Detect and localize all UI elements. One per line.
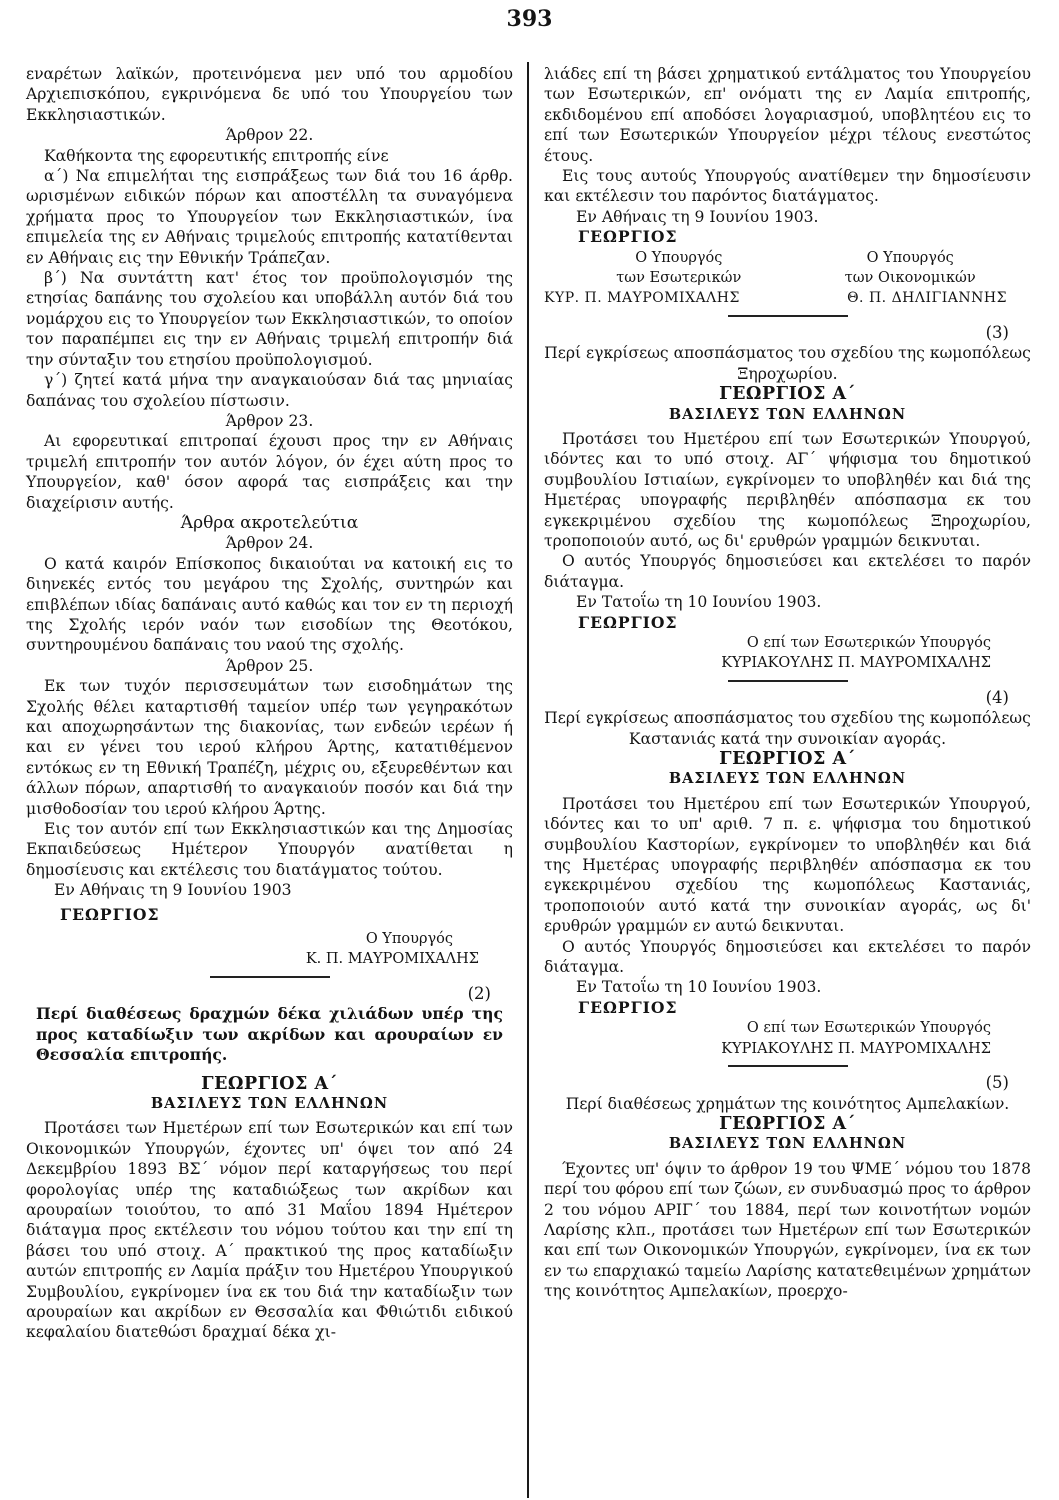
minister-finance-title: Ο Υπουργός	[866, 249, 954, 266]
article-24-text: Ο κατά καιρόν Επίσκοπος δικαιούται να κατοική εις το διηνεκές εντός του μεγάρου της Σχολής, συντηρών και επιβλέπων ιδίας δαπάναις αυτό καθώς και τον εν τη περιοχή της Σχολής ιερόν ναόν των εισοδίων της Θεοτόκου, συντηρουμένου δαπάναις του ναού της σχολής.	[26, 554, 513, 655]
decree-4-number: (4)	[985, 687, 1009, 707]
article-22-item-b: β΄) Να συντάττη κατ' έτος τον προϋπολογισμόν της ετησίας δαπάνης του σχολείου και υποβάλλη αυτόν διά του νομάρχου εις το Υπουργείον των Εκκλησιαστικών, το οποίον τον παραπέμπει εις την εν Αθήναις τριμελή επιτροπήν διά την σύνταξιν του ετησίου προϋπολογισμού.	[26, 269, 513, 369]
decree-3-number: (3)	[985, 322, 1009, 342]
decree-3-date: Εν Τατοΐω τη 10 Ιουνίου 1903.	[576, 593, 822, 612]
decree-2-king: ΓΕΩΡΓΙΟΣ Α΄	[201, 1073, 338, 1094]
decree-2-king-signature: ΓΕΩΡΓΙΟΣ	[578, 227, 678, 247]
page-number: 393	[506, 6, 553, 32]
decree-2-date: Εν Αθήναις τη 9 Ιουνίου 1903.	[576, 207, 819, 226]
decree-2-closing: Εις τους αυτούς Υπουργούς ανατίθεμεν την δημοσίευσιν και εκτέλεσιν του παρόντος διατάγματος.	[544, 167, 1031, 206]
decree-5-subject: Περί διαθέσεως χρημάτων της κοινότητος Αμπελακίων.	[565, 1094, 1010, 1113]
right-column	[544, 64, 1031, 1302]
minister-title: Ο Υπουργός	[365, 931, 453, 948]
decree-4-minister-name: ΚΥΡΙΑΚΟΥΛΗΣ Π. ΜΑΥΡΟΜΙΧΑΛΗΣ	[721, 1040, 991, 1057]
minister-interior-title: Ο Υπουργός	[635, 249, 723, 266]
minister-interior-name: ΚΥΡ. Π. ΜΑΥΡΟΜΙΧΑΛΗΣ	[544, 290, 740, 307]
decree-4-date: Εν Τατοΐω τη 10 Ιουνίου 1903.	[576, 978, 822, 997]
minister-interior-dept: των Εσωτερικών	[616, 270, 742, 287]
decree-3-minister-title: Ο επί των Εσωτερικών Υπουργός	[746, 634, 991, 651]
king-signature: ΓΕΩΡΓΙΟΣ	[60, 904, 160, 924]
decree-5-king-subtitle: ΒΑΣΙΛΕΥΣ ΤΩΝ ΕΛΛΗΝΩΝ	[668, 1135, 907, 1153]
decree-5-number: (5)	[985, 1073, 1009, 1093]
closing-text: Εις τον αυτόν επί των Εκκλησιαστικών και της Δημοσίας Εκπαιδεύσεως Ημέτερον Υπουργόν ανατίθεται η δημοσίευσις και εκτέλεσις του διατάγματος τούτου.	[26, 820, 513, 879]
article-25-title: Άρθρον 25.	[225, 656, 314, 675]
decree-4-king: ΓΕΩΡΓΙΟΣ Α΄	[719, 749, 856, 769]
article-24-title: Άρθρον 24.	[225, 534, 314, 553]
decree-3-king-signature: ΓΕΩΡΓΙΟΣ	[578, 612, 678, 632]
minister-finance-name: Θ. Π. ΔΗΛΙΓΙΑΝΝΗΣ	[847, 290, 1007, 307]
article-22-lead: Καθήκοντα της εφορευτικής επιτροπής είνε	[44, 146, 389, 165]
ministers-signature-block	[544, 248, 1031, 289]
article-22-item-c: γ΄) ζητεί κατά μήνα την αναγκαιούσαν διά τας μηνιαίας δαπάνας του σχολείου πίστωσιν.	[26, 371, 513, 410]
decree-date: Εν Αθήναις τη 9 Ιουνίου 1903	[54, 881, 292, 900]
minister-finance-dept: των Οικονομικών	[844, 270, 976, 287]
column-divider	[527, 62, 529, 1498]
decree-5-text: Έχοντες υπ' όψιν το άρθρον 19 του ΨΜΕ΄ νόμου του 1878 περί του φόρου επί των ζώων, εν συνδυασμώ προς το άρθρον 2 του νόμου ΑΡΙΓ΄ του 1884, περί των κοινοτήτων νομών Λαρίσης κλπ., προτάσει των Ημετέρων επί των Εσωτερικών και επί των Οικονομικών Υπουργών, εγκρίνομεν, ίνα εκ των εν τω επαρχιακώ ταμείω Λαρίσης κατατεθειμένων χρημάτων της κοινότητος Αμπελακίων, προερχο-	[544, 1159, 1031, 1301]
decree-3-minister-name: ΚΥΡΙΑΚΟΥΛΗΣ Π. ΜΑΥΡΟΜΙΧΑΛΗΣ	[721, 655, 991, 672]
intro-text: εναρέτων λαϊκών, προτεινόμενα μεν υπό του αρμοδίου Αρχιεπισκόπου, εγκρινόμενα δε υπό του Υπουργείου των Εκκλησιαστικών.	[26, 65, 513, 124]
decree-4-closing: Ο αυτός Υπουργός δημοσιεύσει και εκτελέσει το παρόν διάταγμα.	[544, 937, 1031, 977]
minister-finance-block	[803, 248, 1017, 289]
minister-interior-block	[572, 248, 786, 289]
separator-line	[728, 680, 848, 682]
decree-3-closing: Ο αυτός Υπουργός δημοσιεύσει και εκτελέσει το παρόν διάταγμα.	[544, 552, 1031, 591]
decree-4-minister-title: Ο επί των Εσωτερικών Υπουργός	[746, 1020, 991, 1037]
separator-line	[728, 1065, 848, 1067]
separator-line	[728, 315, 848, 317]
decree-2-number: (2)	[467, 983, 491, 1003]
decree-3-text: Προτάσει του Ημετέρου επί των Εσωτερικών Υπουργού, ιδόντες και το υπό στοιχ. ΑΓ΄ ψήφισμα του δημοτικού συμβουλίου Ιστιαίων, εγκρίνομεν το υποβληθέν και διά της Ημετέρας υπογραφής περιβληθέν απόσπασμα εκ του εγκεκριμένου σχεδίου της κωμοπόλεως Ξηροχωρίου, τροποποιούν αυτό, ως δι' ερυθρών γραμμών δεικνυται.	[544, 429, 1031, 550]
decree-4-text: Προτάσει του Ημετέρου επί των Εσωτερικών Υπουργού, ιδόντες και το υπ' αριθ. 7 π. ε. ψήφισμα του δημοτικού συμβουλίου Καστορίων, εγκρίνομεν το υποβληθέν και διά της Ημετέρας υπογραφής περιβληθέν απόσπασμα εκ του εγκεκριμένου σχεδίου της κωμοπόλεως Καστανιάς, τροποποιούν αυτό κατά την συνοικίαν αγοράς, ως δι' ερυθρών γραμμών εν αυτώ δεικνυται.	[544, 794, 1031, 936]
minister-name: Κ. Π. ΜΑΥΡΟΜΙΧΑΛΗΣ	[305, 951, 479, 968]
decree-3-subject: Περί εγκρίσεως αποσπάσματος του σχεδίου της κωμοπόλεως Ξηροχωρίου.	[544, 344, 1031, 383]
final-articles-title: Άρθρα ακροτελεύτια	[180, 512, 359, 533]
decree-3-king-subtitle: ΒΑΣΙΛΕΥΣ ΤΩΝ ΕΛΛΗΝΩΝ	[668, 405, 907, 423]
article-23-title: Άρθρον 23.	[225, 411, 314, 430]
decree-4-subject: Περί εγκρίσεως αποσπάσματος του σχεδίου της κωμοπόλεως Καστανιάς κατά την συνοικίαν αγοράς.	[544, 709, 1031, 748]
ministers-names	[544, 288, 1031, 308]
left-column	[26, 64, 513, 1343]
article-22-item-a: α΄) Να επιμελήται της εισπράξεως των διά του 16 άρθρ. ωρισμένων ειδικών πόρων και αποστέλλη τα συναγόμενα χρήματα προς το Υπουργείον των Εκκλησιαστικών, ίνα επιμελεία της εν Αθήναις τριμελούς επιτροπής κατατίθενται εν Αθήναις εις την Εθνικήν Τράπεζαν.	[26, 167, 513, 267]
decree-2-king-subtitle: ΒΑΣΙΛΕΥΣ ΤΩΝ ΕΛΛΗΝΩΝ	[150, 1094, 389, 1112]
decree-3-king: ΓΕΩΡΓΙΟΣ Α΄	[719, 384, 856, 405]
decree-5-king: ΓΕΩΡΓΙΟΣ Α΄	[719, 1113, 856, 1134]
article-25-text: Εκ των τυχόν περισσευμάτων των εισοδημάτων της Σχολής θέλει καταρτισθή ταμείον υπέρ των γεγηρακότων και αποχωρησάντων της διακονίας, των ενδεών ιερέων ή και εν γένει του ιερού κλήρου Άρτης, κατατιθέμενον εντόκως εν τη Εθνική Τραπέζη, μέχρις ου, εξευρεθέντων και άλλων πόρων, απαρτισθή το αναγκαιούν ποσόν και διά την μισθοδοσίαν του ιερού κλήρου Άρτης.	[26, 677, 513, 818]
article-22-title: Άρθρον 22.	[225, 126, 314, 145]
separator-line	[210, 976, 330, 978]
decree-2-subject: Περί διαθέσεως δραχμών δέκα χιλιάδων υπέρ της προς καταδίωξιν των ακρίδων και αρουραίων εν Θεσσαλία επιτροπής.	[36, 1004, 503, 1065]
decree-2-continuation: λιάδες επί τη βάσει χρηματικού εντάλματος του Υπουργείου των Εσωτερικών, επ' ονόματι της εν Λαμία επιτροπής, εκδιδομένου επί αποδόσει λογαριασμού, υποβλητέου εις το επί των Εσωτερικών Υπουργείον μέχρι τέλους ενεστώτος έτους.	[544, 65, 1031, 165]
decree-4-king-subtitle: ΒΑΣΙΛΕΥΣ ΤΩΝ ΕΛΛΗΝΩΝ	[668, 770, 907, 788]
decree-2-text: Προτάσει των Ημετέρων επί των Εσωτερικών και επί των Οικονομικών Υπουργών, έχοντες υπ' όψει τον από 24 Δεκεμβρίου 1893 ΒΣ΄ νόμον περί καταργήσεως του περί φορολογίας υπέρ της καταδιώξεως των ακρίδων και αρουραίων τοιούτου, το από 31 Μαΐου 1894 Ημέτερον διάταγμα προς εκτέλεσιν του νόμου τούτου και την επί τη βάσει του υπό στοιχ. Α΄ πρακτικού της προς καταδίωξιν αυτών επιτροπής εν Λαμία πράξιν του Ημετέρου Υπουργικού Συμβουλίου, εγκρίνομεν ίνα εκ του διά την καταδίωξιν των αρουραίων και ακρίδων εν Θεσσαλία και Φθιώτιδι ειδικού κεφαλαίου διατεθώσι δραχμαί δέκα χι-	[26, 1119, 513, 1342]
article-23-text: Αι εφορευτικαί επιτροπαί έχουσι προς την εν Αθήναις τριμελή επιτροπήν τον αυτόν λόγον, όν έχει αύτη προς το Υπουργείον, καθ' όσον αφορά τας εισπράξεις και την διαχείρισιν αυτής.	[26, 432, 513, 512]
decree-4-king-signature: ΓΕΩΡΓΙΟΣ	[578, 997, 678, 1017]
